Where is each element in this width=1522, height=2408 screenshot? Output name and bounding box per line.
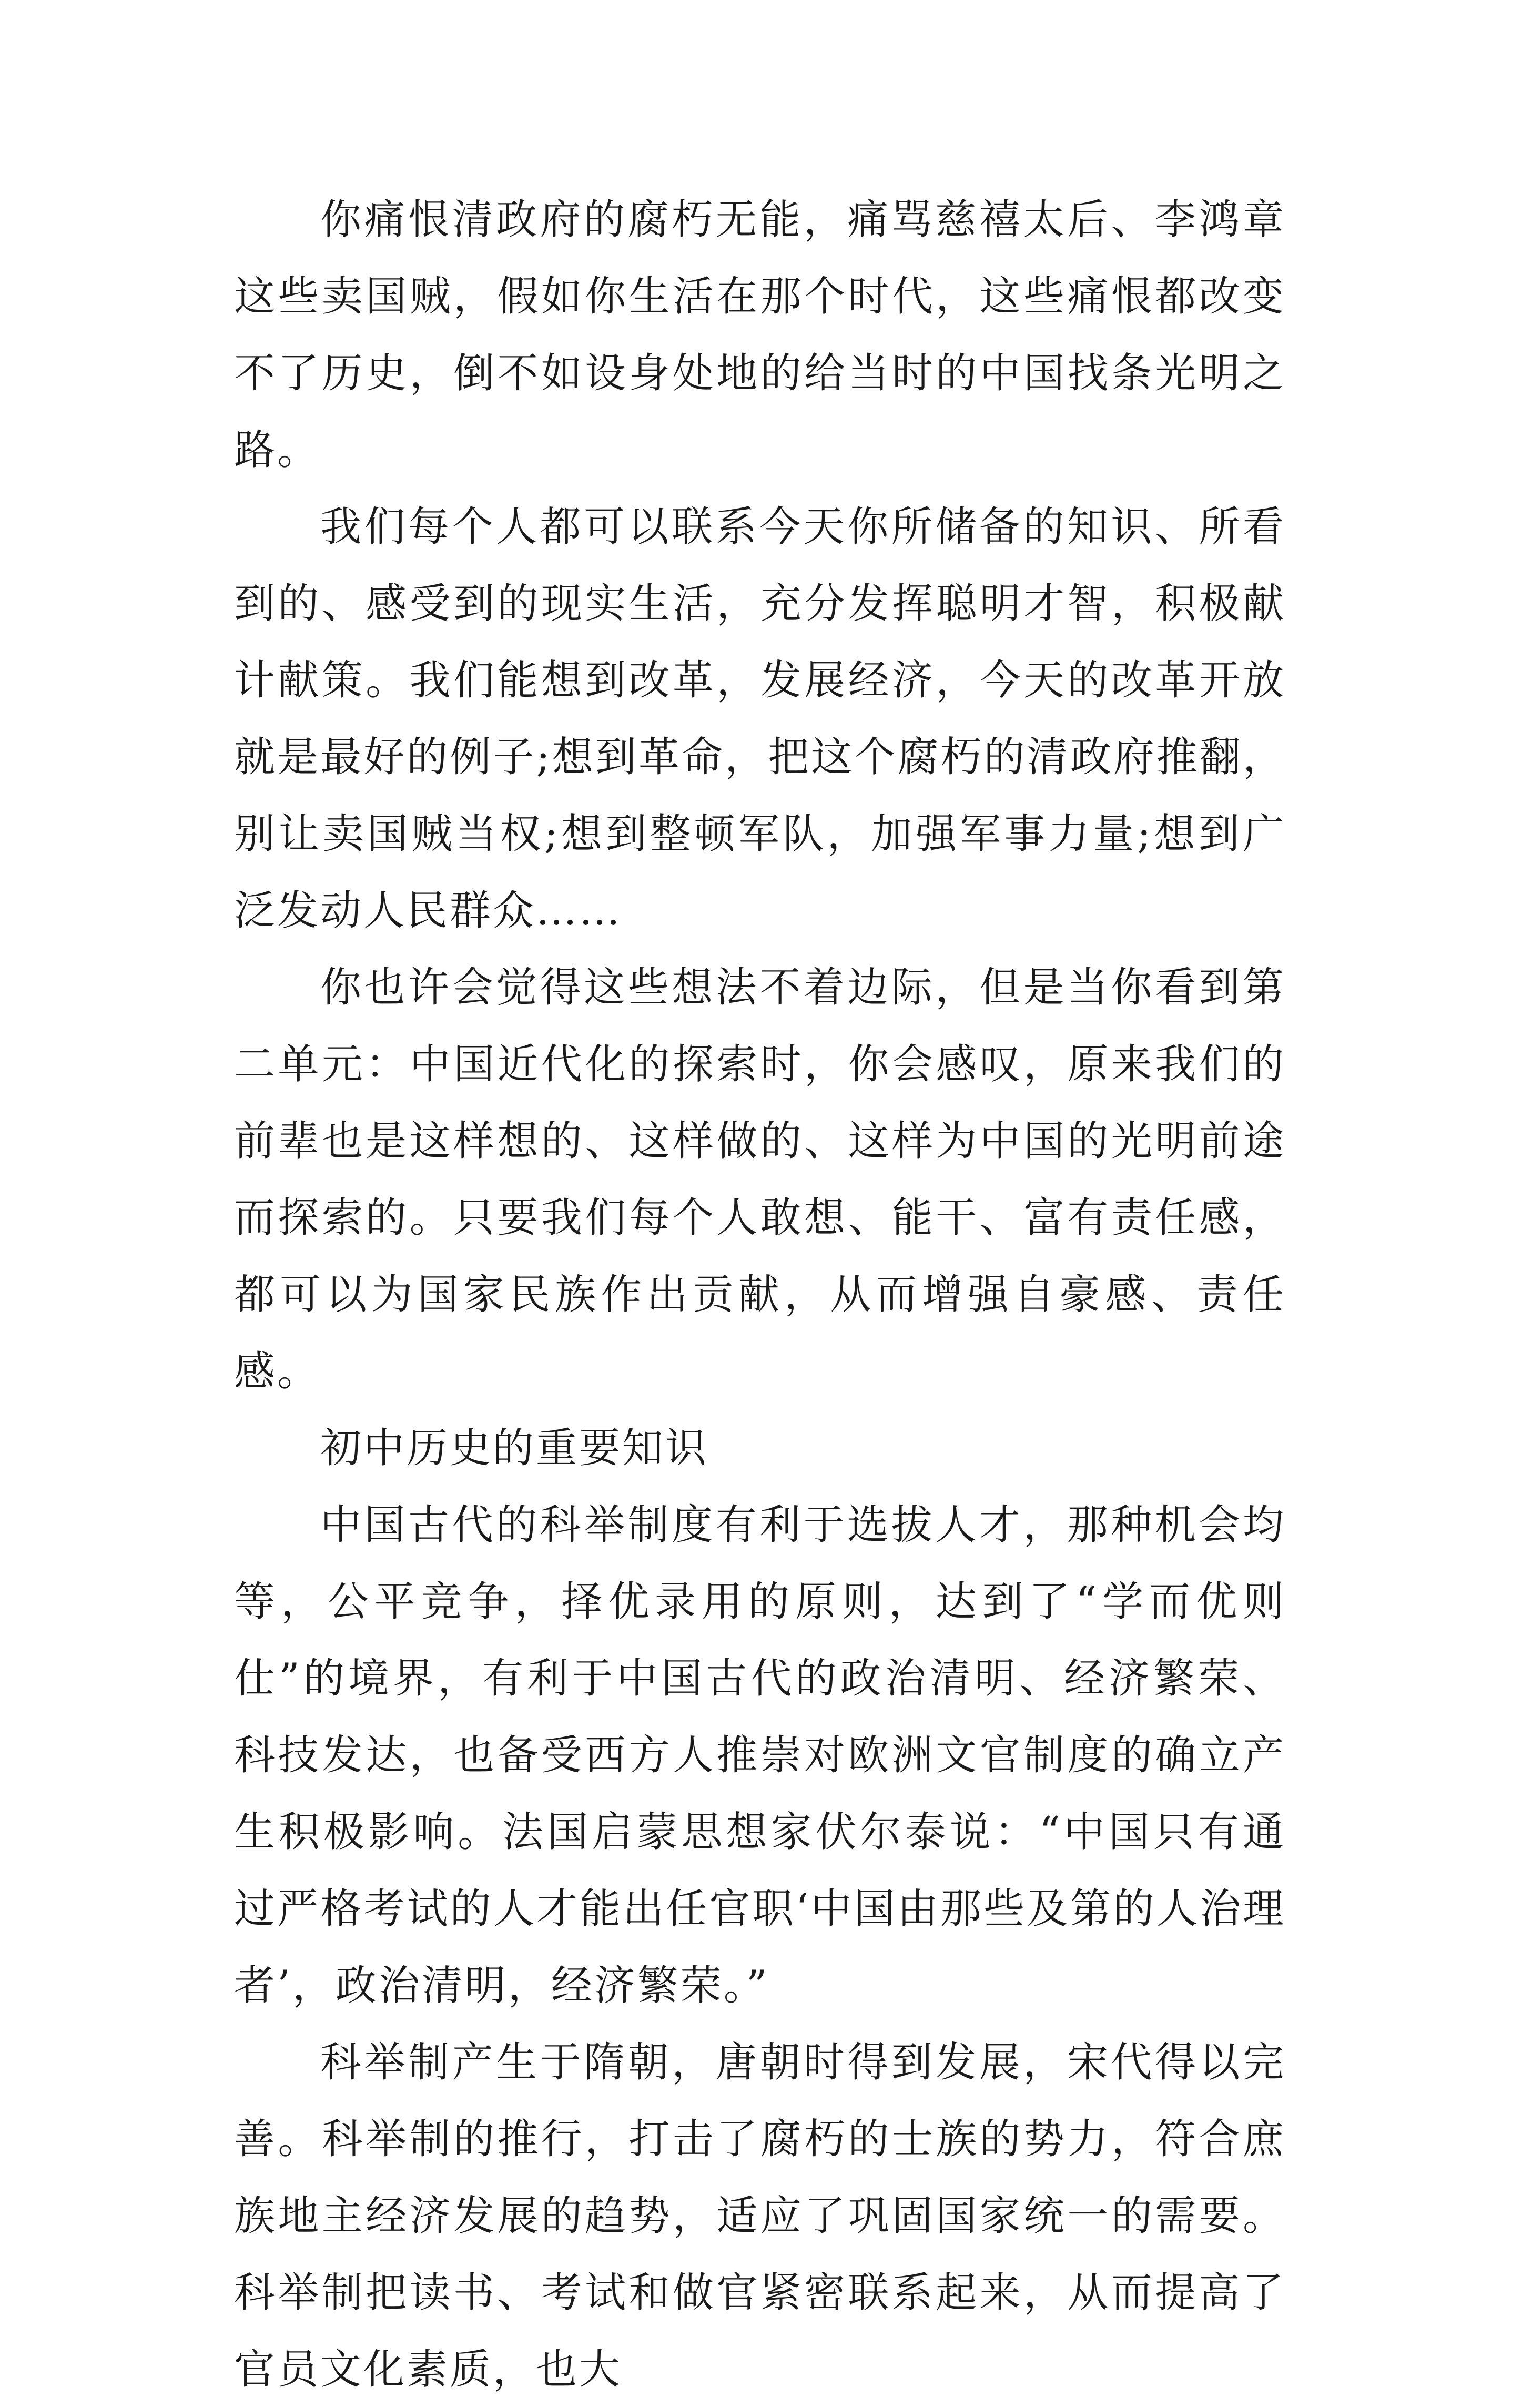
paragraph-imperial-exam: 中国古代的科举制度有利于选拔人才，那种机会均等，公平竞争，择优录用的原则，达到了“学而优则仕”的境界，有利于中国古代的政治清明、经济繁荣、科技发达，也备受西方人推崇对欧洲文官制度的确立产生积极影响。法国启蒙思想家伏尔泰说：“中国只有通过严格考试的人才能出任官职‘中国由那些及第的人治理者’，政治清明，经济繁荣。” xyxy=(234,1501,1286,2009)
paragraph-qing-government: 你痛恨清政府的腐朽无能，痛骂慈禧太后、李鸿章这些卖国贼，假如你生活在那个时代，这些痛恨都改变不了历史，倒不如设身处地的给当时的中国找条光明之路。 xyxy=(234,196,1286,474)
section-heading: 初中历史的重要知识 xyxy=(320,1425,709,1472)
paragraph-exam-history: 科举制产生于隋朝，唐朝时得到发展，宋代得以完善。科举制的推行，打击了腐朽的士族的势力，符合庶族地主经济发展的趋势，适应了巩固国家统一的需要。科举制把读书、考试和做官紧密联系起来，从而提高了官员文化素质，也大 xyxy=(234,2039,1286,2393)
document-body xyxy=(234,181,1286,2408)
paragraph-ideas: 我们每个人都可以联系今天你所储备的知识、所看到的、感受到的现实生活，充分发挥聪明才智，积极献计献策。我们能想到改革，发展经济，今天的改革开放就是最好的例子;想到革命，把这个腐朽的清政府推翻，别让卖国贼当权;想到整顿军队，加强军事力量;想到广泛发动人民群众…… xyxy=(234,503,1286,934)
paragraph-modernization: 你也许会觉得这些想法不着边际，但是当你看到第二单元：中国近代化的探索时，你会感叹，原来我们的前辈也是这样想的、这样做的、这样为中国的光明前途而探索的。只要我们每个人敢想、能干、富有责任感，都可以为国家民族作出贡献，从而增强自豪感、责任感。 xyxy=(234,964,1286,1395)
